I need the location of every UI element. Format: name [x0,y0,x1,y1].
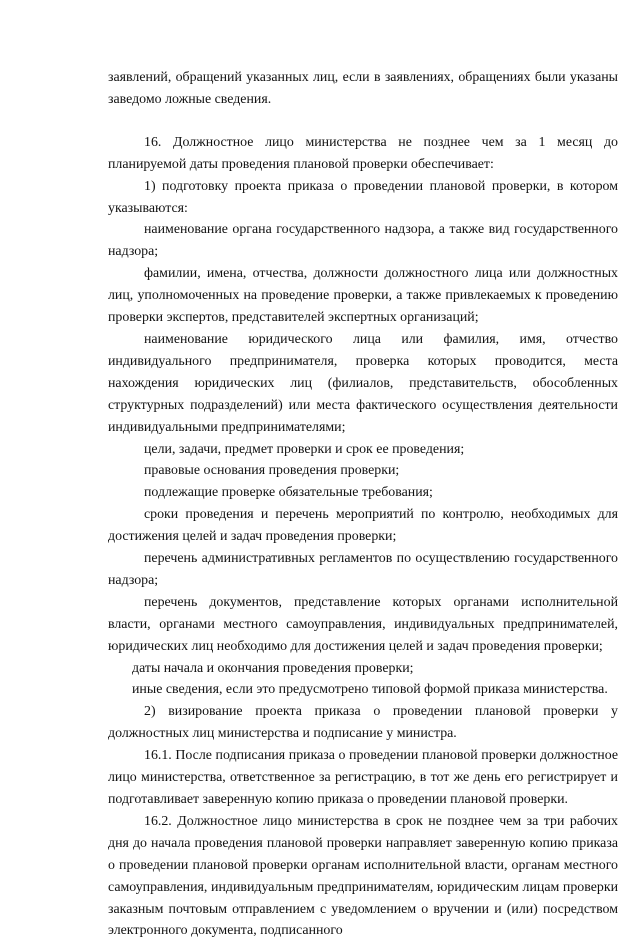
paragraph-deadlines: сроки проведения и перечень мероприятий по контролю, необходимых для достижения целей и задач проведения проверки; [108,507,618,545]
paragraph-clause-16: 16. Должностное лицо министерства не позднее чем за 1 месяц до планируемой даты проведения плановой проверки обеспечивает: [108,134,618,172]
paragraph-item-1: 1) подготовку проекта приказа о проведении плановой проверки, в котором указываются: [108,178,618,216]
paragraph-supervision-body: наименование органа государственного надзора, а также вид государственного надзора; [108,222,618,260]
paragraph-officials: фамилии, имена, отчества, должности должностного лица или должностных лиц, уполномоченных на проведение проверки, а также привлекаемых к проведению проверки экспертов, представителей экспертных организаций; [108,266,618,326]
paragraph-item-2: 2) визирование проекта приказа о проведении плановой проверки у должностных лиц министерства и подписание у министра. [108,704,618,742]
paragraph-clause-16-2: 16.2. Должностное лицо министерства в срок не позднее чем за три рабочих дня до начала проведения плановой проверки направляет заверенную копию приказа о проведении плановой проверки органам исполнительной власти, органам местного самоуправления, индивидуальным предпринимателям, юридическим лицам проверки заказным почтовым отправлением с уведомлением о вручении и (или) посредством электронного документа, подписанного [108,813,618,939]
paragraph-regulations: перечень административных регламентов по осуществлению государственного надзора; [108,551,618,588]
paragraph-clause-16-1: 16.1. После подписания приказа о проведении плановой проверки должностное лицо министерства, ответственное за регистрацию, в тот же день его регистрирует и подготавливает заверенную копию приказа о проведении плановой проверки. [108,748,618,807]
paragraph-legal-grounds: правовые основания проведения проверки; [144,463,400,479]
paragraph-documents-list: перечень документов, представление которых органами исполнительной власти, органами местного самоуправления, индивидуальных предпринимателей, юридических лиц необходимо для достижения целей и задач проведения проверки; [108,594,618,654]
document-body [108,67,618,942]
paragraph-dates: даты начала и окончания проведения проверки; [132,660,414,676]
paragraph-other-info: иные сведения, если это предусмотрено типовой формой приказа министерства. [132,682,608,698]
paragraph-requirements: подлежащие проверке обязательные требования; [144,485,433,501]
paragraph-legal-entity: наименование юридического лица или фамилия, имя, отчество индивидуального предпринимателя, проверка которых проводится, места нахождения юридических лиц (филиалов, представительств, обособленных структурных подразделений) или места фактического осуществления деятельности индивидуальными предпринимателями; [108,331,618,435]
paragraph-continuation: заявлений, обращений указанных лиц, если в заявлениях, обращениях были указаны заведомо ложные сведения. [108,70,618,107]
paragraph-goals: цели, задачи, предмет проверки и срок ее проведения; [144,441,465,457]
